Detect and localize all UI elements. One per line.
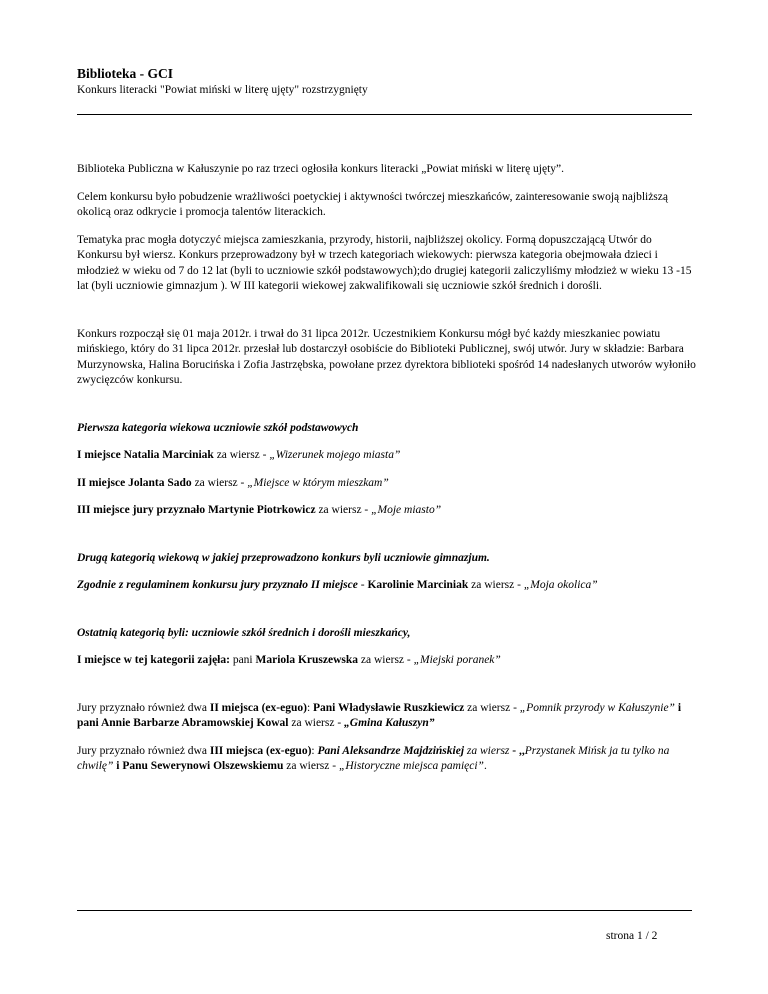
intro-paragraph-4: Konkurs rozpoczął się 01 maja 2012r. i trwał do 31 lipca 2012r. Uczestnikiem Konkursu mógł być każdy mieszkaniec powiatu mińskiego, który do 31 lipca 2012r. przesłał lub dostarczył osobiście do Biblioteki Publicznej, swój utwór. Jury w składzie: Barbara Murzynowska, Halina Borucińska i Zofia Jastrzębska, powołane przez dyrektora biblioteki spośród 14 nadesłanych utworów wyłoniło zwycięzców konkursu. bbox=[77, 327, 696, 386]
category-2-heading: Drugą kategorią wiekową w jakiej przeprowadzono konkurs byli uczniowie gimnazjum. bbox=[77, 551, 490, 564]
document-header bbox=[77, 66, 697, 97]
site-title: Biblioteka - GCI bbox=[77, 66, 174, 81]
intro-paragraph-1: Biblioteka Publiczna w Kałuszynie po raz trzeci ogłosiła konkurs literacki „Powiat miński w literę ujęty”. bbox=[77, 163, 565, 175]
header-divider bbox=[77, 114, 692, 115]
category-1-result-1: I miejsce Natalia Marciniak za wiersz - „Wizerunek mojego miasta” bbox=[77, 449, 401, 461]
category-1-result-2: II miejsce Jolanta Sado za wiersz - „Miejsce w którym mieszkam” bbox=[77, 476, 389, 489]
footer-divider bbox=[77, 910, 692, 911]
intro-paragraph-2: Celem konkursu było pobudzenie wrażliwości poetyckiej i aktywności twórczej mieszkańców, zainteresowanie swoją najbliższą okolicą oraz odkrycie i promocja talentów literackich. bbox=[77, 190, 668, 218]
page-number: strona 1 / 2 bbox=[606, 930, 658, 942]
intro-paragraph-3: Tematyka prac mogła dotyczyć miejsca zamieszkania, przyrody, historii, najbliższej okolicy. Formą dopuszczającą Utwór do Konkursu był wiersz. Konkurs przeprowadzony był w trzech kategoriach wiekowych: pierwsza kategoria obejmowała dzieci i młodzież w wieku od 7 do 12 lat (byli to uczniowie szkół podstawowych);do drugiej kategorii zaliczyliśmy młodzież w wieku 13 -15 lat (byli uczniowie gimnazjum ). W III kategorii wiekowej zakwalifikowali się uczniowie szkół średnich i dorośli. bbox=[77, 233, 692, 292]
category-1-heading: Pierwsza kategoria wiekowa uczniowie szkół podstawowych bbox=[77, 421, 359, 434]
article-body bbox=[77, 162, 697, 775]
article-subtitle: Konkurs literacki "Powiat miński w literę ujęty" rozstrzygnięty bbox=[77, 84, 368, 96]
category-1-result-3: III miejsce jury przyznało Martynie Piotrkowicz za wiersz - „Moje miasto” bbox=[77, 504, 442, 516]
category-3-result: I miejsce w tej kategorii zajęła: pani Mariola Kruszewska za wiersz - „Miejski poranek” bbox=[77, 654, 501, 666]
category-3-heading: Ostatnią kategorią byli: uczniowie szkół średnich i dorośli mieszkańcy, bbox=[77, 626, 411, 639]
extra-awards-second-place: Jury przyznało również dwa II miejsca (ex-eguo): Pani Władysławie Ruszkiewicz za wiersz - „Pomnik przyrody w Kałuszynie” i pani Annie Barbarze Abramowskiej Kowal za wiersz - „Gmina Kałuszyn” bbox=[77, 701, 682, 729]
extra-awards-third-place: Jury przyznało również dwa III miejsca (ex-eguo): Pani Aleksandrze Majdzińskiej za wiersz - ,,Przystanek Mińsk ja tu tylko na chwilę” i Panu Sewerynowi Olszewskiemu za wiersz - „Historyczne miejsca pamięci”. bbox=[77, 744, 670, 772]
category-2-result: Zgodnie z regulaminem konkursu jury przyznało II miejsce - Karolinie Marciniak za wiersz - „Moja okolica” bbox=[77, 579, 598, 591]
